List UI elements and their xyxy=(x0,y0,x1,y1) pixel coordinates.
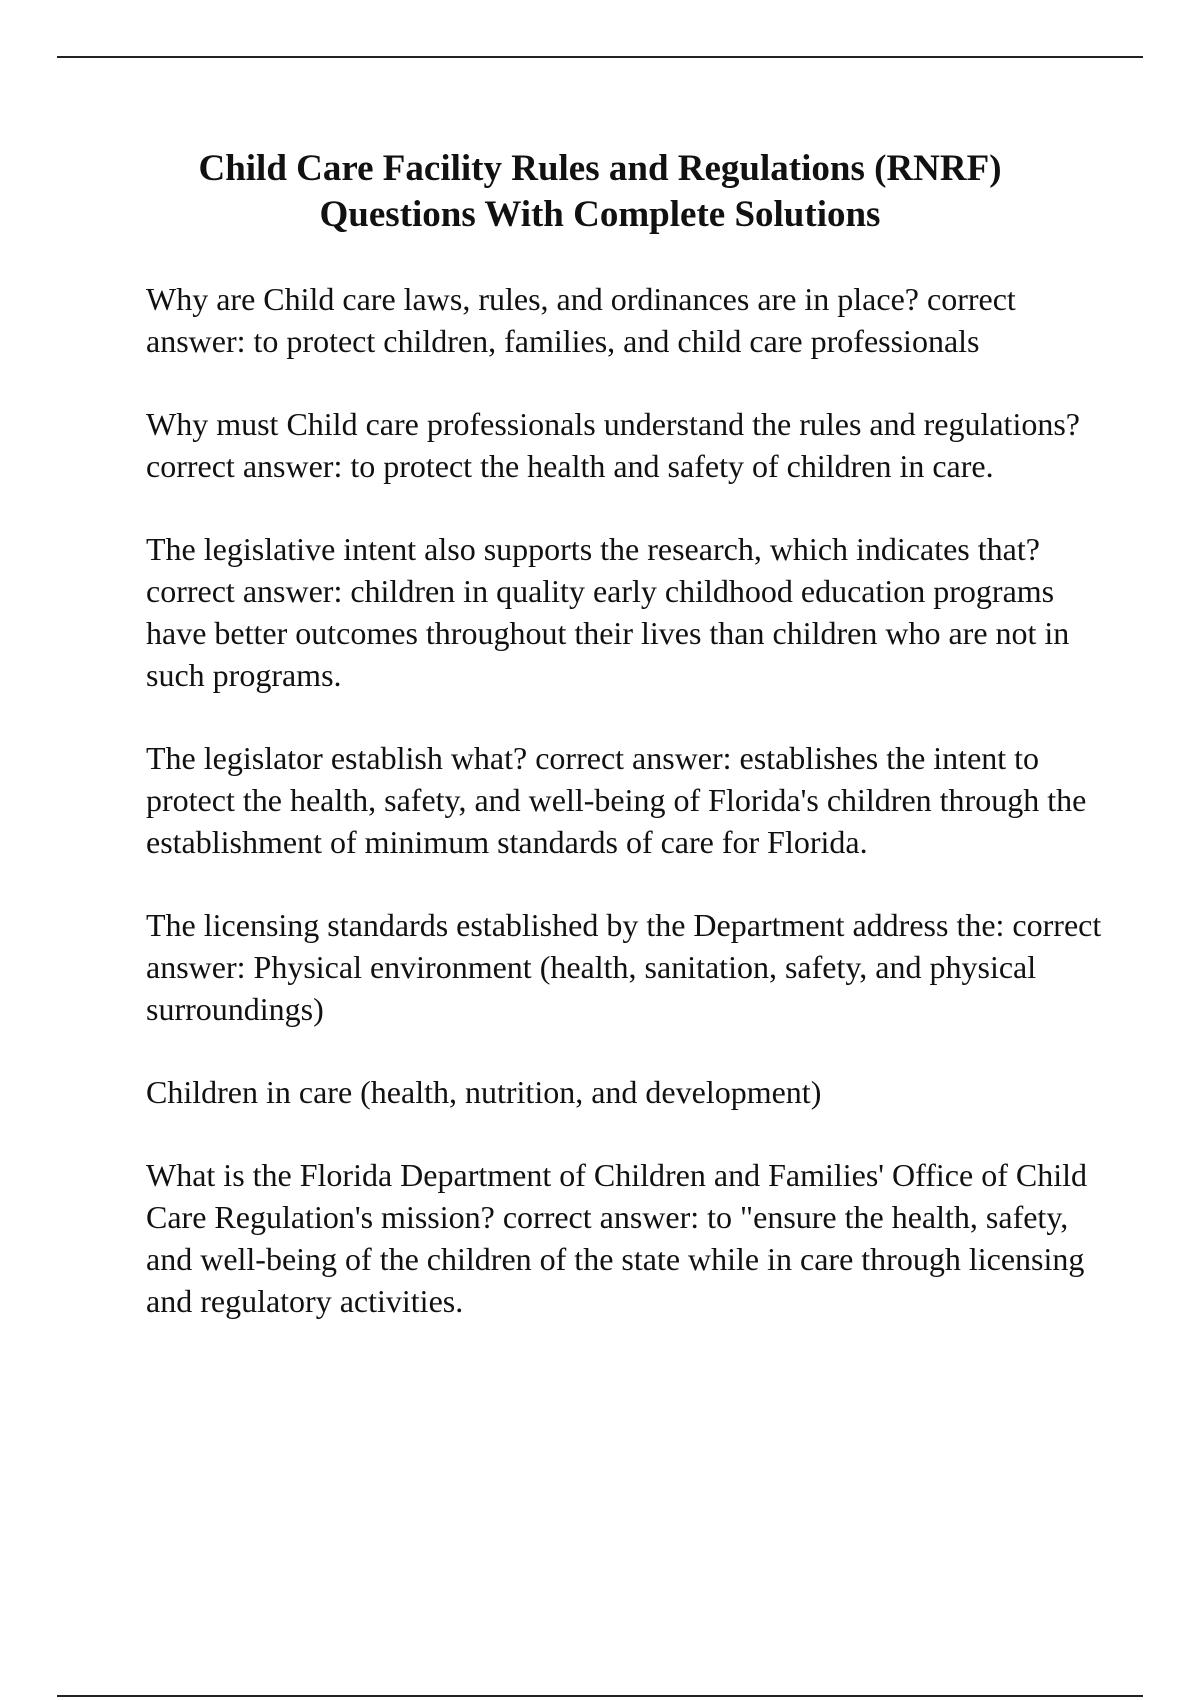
title-line-2: Questions With Complete Solutions xyxy=(319,194,881,235)
qa-paragraph-7: What is the Florida Department of Children and Families' Office of Child Care Regulation's mission? correct answer: to "ensure the health, safety, and well-being of the children of the state while in care through licensing and regulatory activities. xyxy=(146,1157,1087,1319)
title-line-1: Child Care Facility Rules and Regulations (RNRF) xyxy=(198,148,1002,189)
document-title xyxy=(100,146,1100,238)
qa-paragraph-6: Children in care (health, nutrition, and development) xyxy=(146,1074,822,1110)
top-divider xyxy=(57,56,1143,58)
qa-paragraph-1: Why are Child care laws, rules, and ordinances are in place? correct answer: to protect children, families, and child care professionals xyxy=(146,281,1016,359)
qa-paragraph-4: The legislator establish what? correct answer: establishes the intent to protect the health, safety, and well-being of Florida's children through the establishment of minimum standards of care for Florida. xyxy=(146,740,1087,860)
qa-paragraph-2: Why must Child care professionals understand the rules and regulations? correct answer: to protect the health and safety of children in care. xyxy=(146,406,1080,484)
document-body xyxy=(146,278,1106,1363)
bottom-divider xyxy=(57,1695,1143,1697)
qa-paragraph-5: The licensing standards established by the Department address the: correct answer: Physical environment (health, sanitation, safety, and physical surroundings) xyxy=(146,907,1102,1027)
qa-paragraph-3: The legislative intent also supports the research, which indicates that? correct answer: children in quality early childhood education programs have better outcomes throughout their lives than children who are not in such programs. xyxy=(146,531,1070,693)
